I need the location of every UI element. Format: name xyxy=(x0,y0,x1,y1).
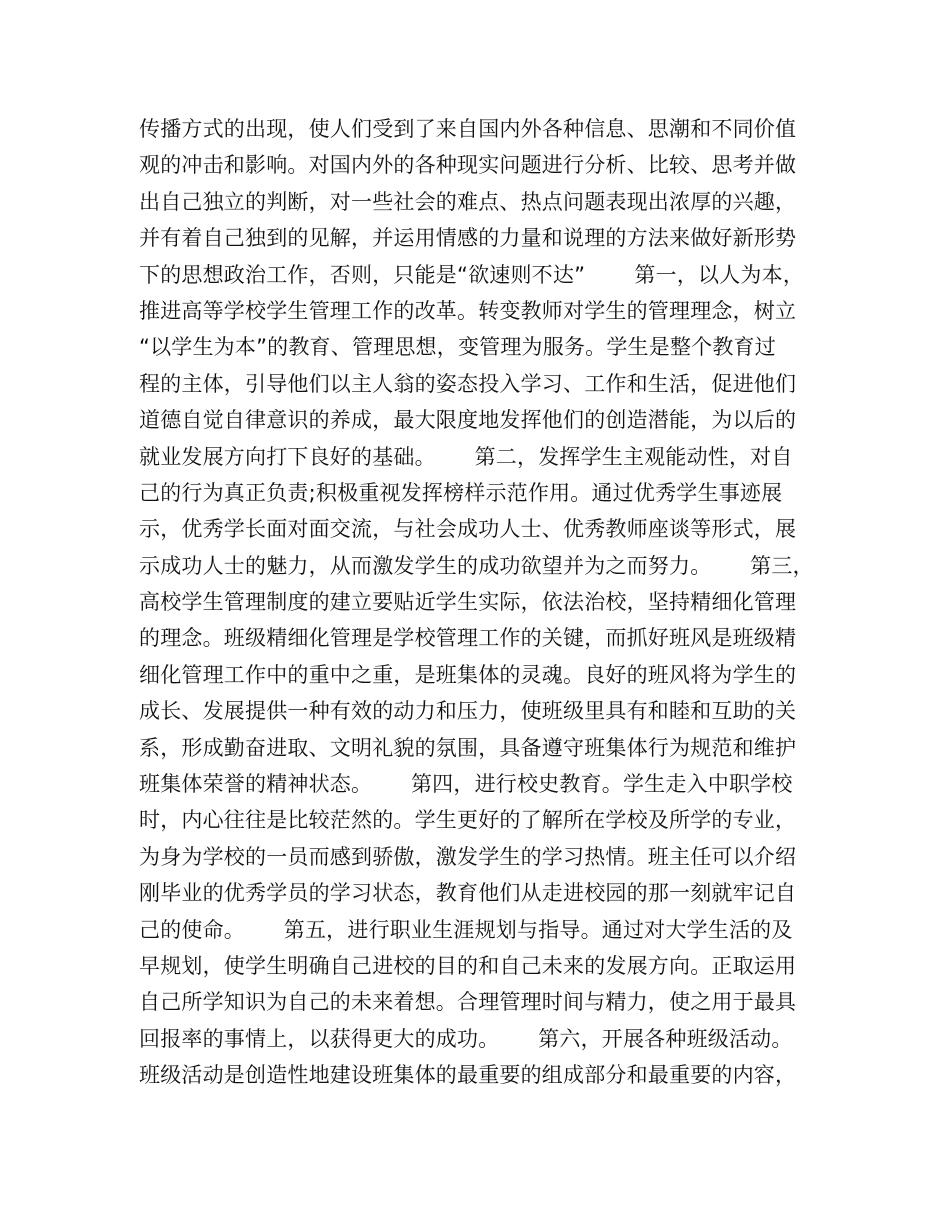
text-line-11: 己的行为真正负责;积极重视发挥榜样示范作用。通过优秀学生事迹展 xyxy=(139,480,783,505)
text-line-22: 刚毕业的优秀学员的学习状态，教育他们从走进校园的那一刻就牢记自 xyxy=(139,881,797,906)
text-line-27: 班级活动是创造性地建设班集体的最重要的组成部分和最重要的内容， xyxy=(139,1063,797,1088)
text-line-18: 系，形成勤奋进取、文明礼貌的氛围，具备遵守班集体行为规范和维护 xyxy=(139,735,797,760)
text-line-23: 己的使命。 第五，进行职业生涯规划与指导。通过对大学生活的及 xyxy=(139,917,793,942)
text-line-16: 细化管理工作中的重中之重，是班集体的灵魂。良好的班风将为学生的 xyxy=(139,662,797,687)
text-line-24: 早规划，使学生明确自己进校的目的和自己未来的发展方向。正取运用 xyxy=(139,953,797,978)
text-line-10: 就业发展方向打下良好的基础。 第二，发挥学生主观能动性，对自 xyxy=(139,444,793,469)
text-line-2: 观的冲击和影响。对国内外的各种现实问题进行分析、比较、思考并做 xyxy=(139,153,797,178)
text-line-12: 示，优秀学长面对面交流，与社会成功人士、优秀教师座谈等形式，展 xyxy=(139,517,797,542)
text-line-25: 自己所学知识为自己的未来着想。合理管理时间与精力，使之用于最具 xyxy=(139,990,797,1015)
text-line-5: 下的思想政治工作，否则，只能是“欲速则不达” 第一，以人为本， xyxy=(139,262,805,287)
text-line-3: 出自己独立的判断，对一些社会的难点、热点问题表现出浓厚的兴趣， xyxy=(139,189,797,214)
text-line-7: “以学生为本”的教育、管理思想，变管理为服务。学生是整个教育过 xyxy=(139,335,776,360)
text-line-9: 道德自觉自律意识的养成，最大限度地发挥他们的创造潜能，为以后的 xyxy=(139,408,797,433)
text-line-19: 班集体荣誉的精神状态。 第四，进行校史教育。学生走入中职学校 xyxy=(139,772,793,797)
text-line-15: 的理念。班级精细化管理是学校管理工作的关键，而抓好班风是班级精 xyxy=(139,626,797,651)
text-line-13: 示成功人士的魅力，从而激发学生的成功欲望并为之而努力。 第三， xyxy=(139,553,814,578)
text-line-17: 成长、发展提供一种有效的动力和压力，使班级里具有和睦和互助的关 xyxy=(139,699,797,724)
text-line-20: 时，内心往往是比较茫然的。学生更好的了解所在学校及所学的专业， xyxy=(139,808,797,833)
text-line-8: 程的主体，引导他们以主人翁的姿态投入学习、工作和生活，促进他们 xyxy=(139,371,797,396)
text-line-14: 高校学生管理制度的建立要贴近学生实际，依法治校，坚持精细化管理 xyxy=(139,590,797,615)
text-line-4: 并有着自己独到的见解，并运用情感的力量和说理的方法来做好新形势 xyxy=(139,226,797,251)
text-line-21: 为身为学校的一员而感到骄傲，激发学生的学习热情。班主任可以介绍 xyxy=(139,844,797,869)
text-line-1: 传播方式的出现，使人们受到了来自国内外各种信息、思潮和不同价值 xyxy=(139,117,797,141)
text-line-26: 回报率的事情上，以获得更大的成功。 第六，开展各种班级活动。 xyxy=(139,1026,793,1051)
body-text xyxy=(139,111,829,1094)
text-line-6: 推进高等学校学生管理工作的改革。转变教师对学生的管理理念，树立 xyxy=(139,298,797,323)
